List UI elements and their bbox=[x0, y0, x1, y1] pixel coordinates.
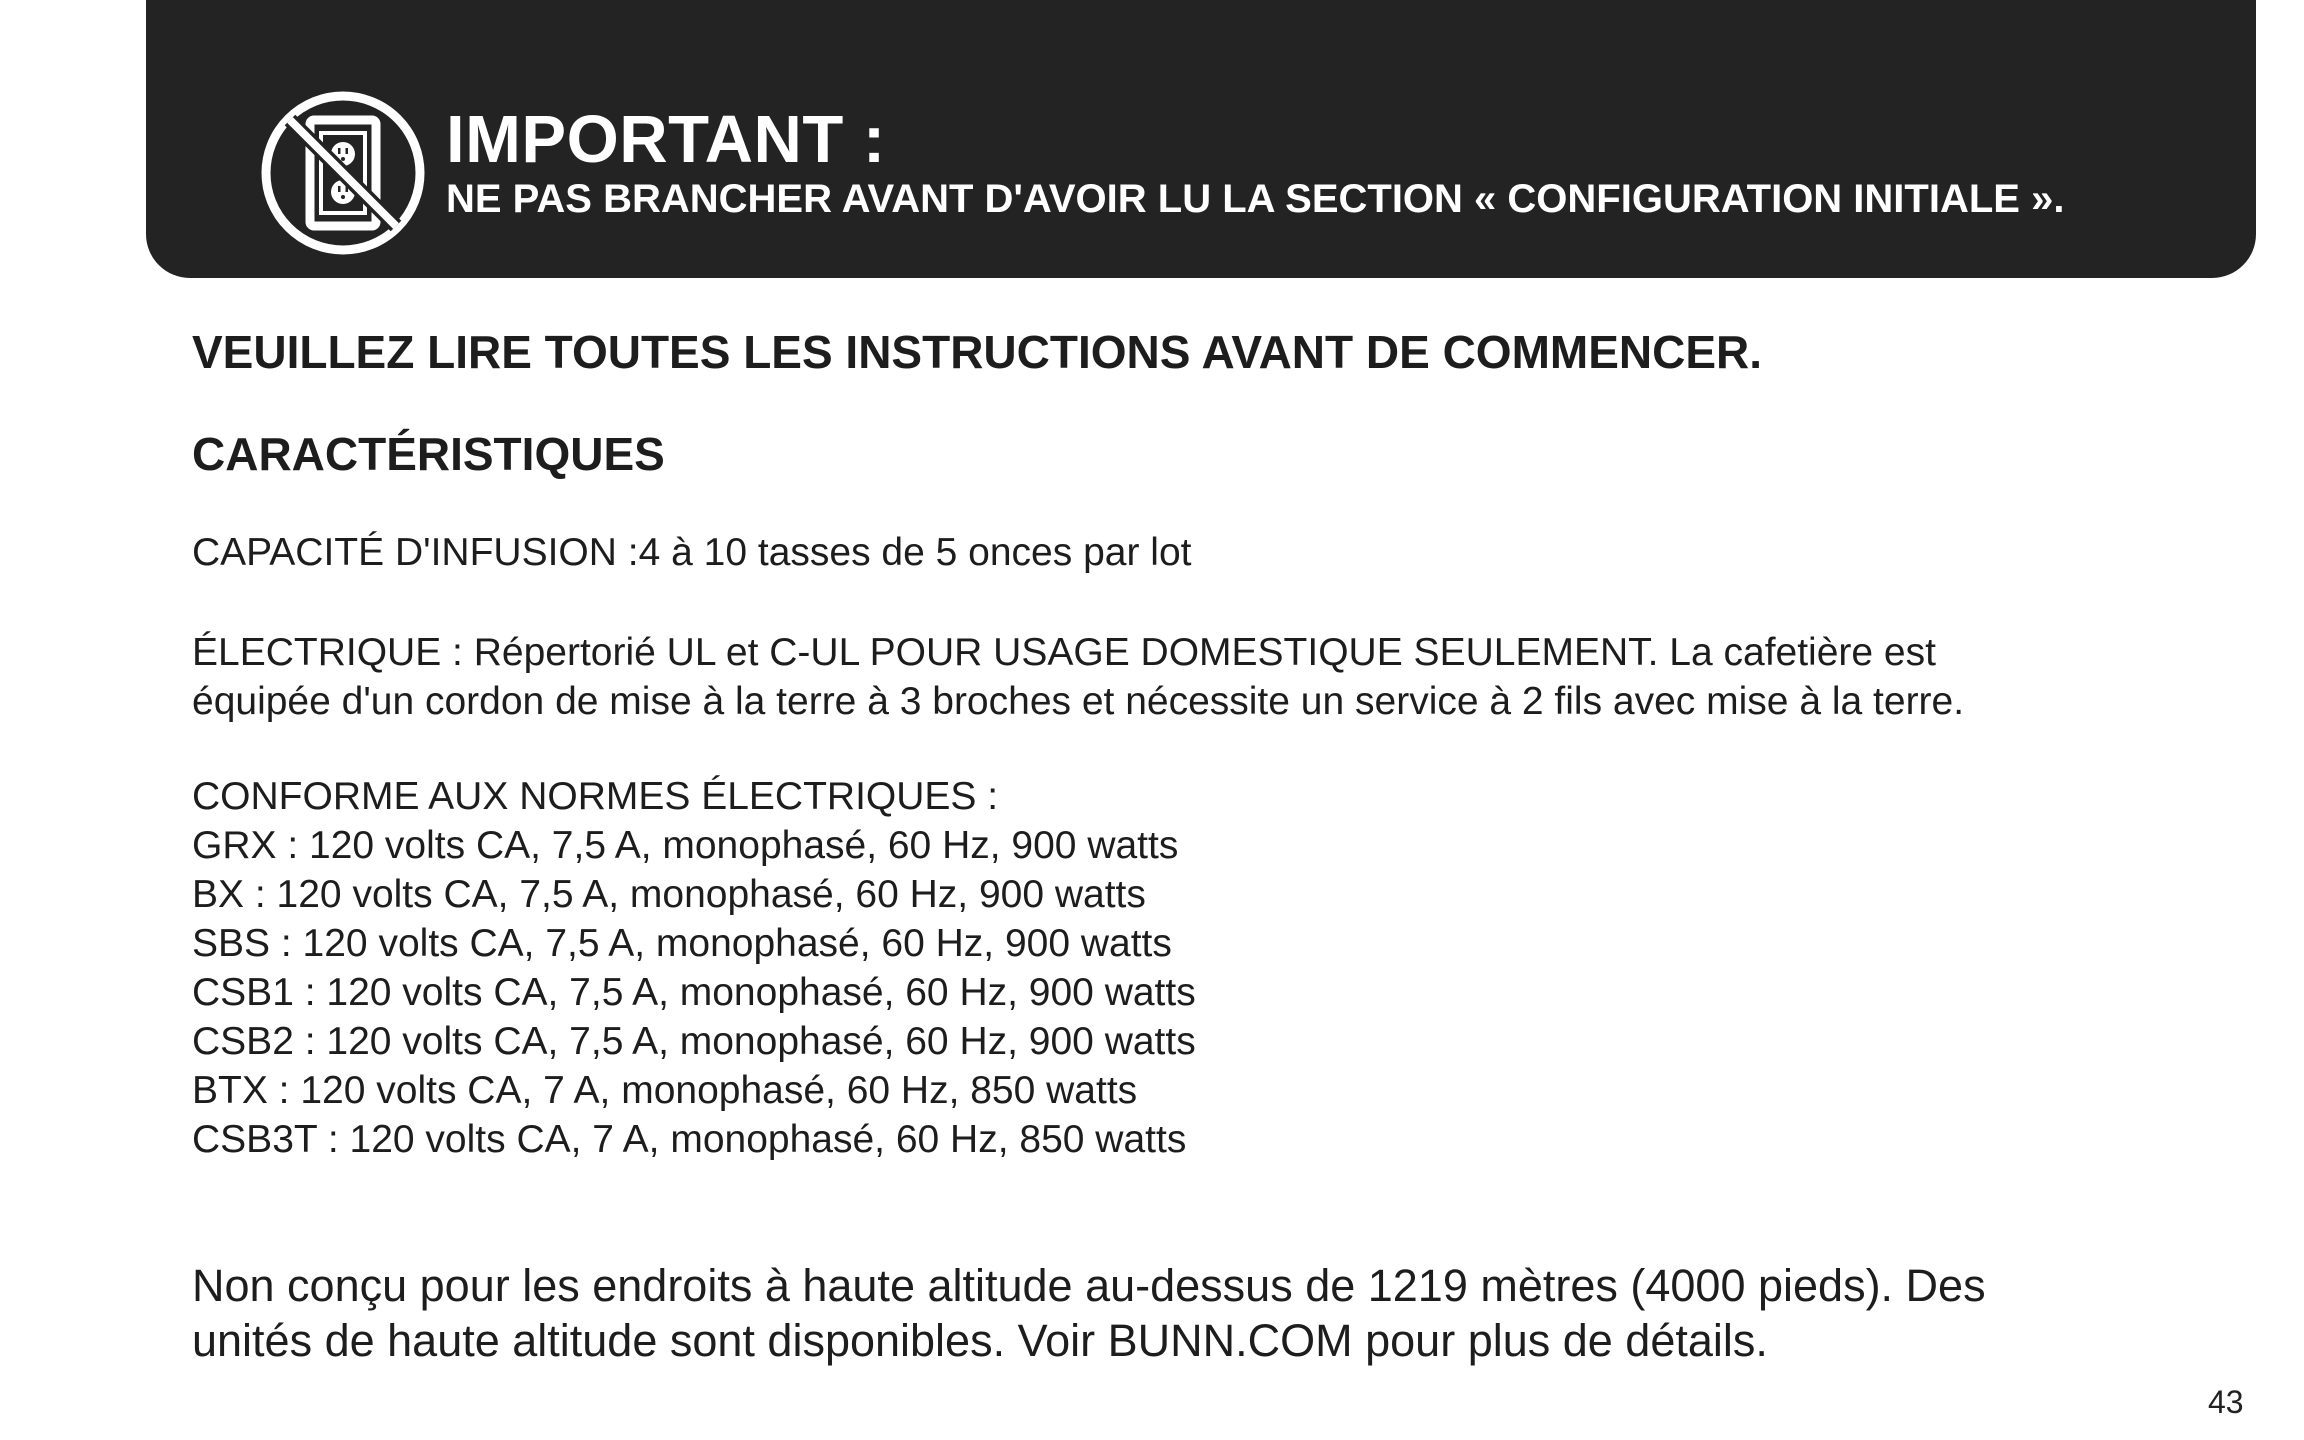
rating-model: BX : bbox=[192, 873, 266, 916]
electrical-text-1: Répertorié UL et C-UL POUR USAGE DOMESTIQUE SEULEMENT. La cafetière est bbox=[473, 631, 1936, 674]
brew-capacity-value: 4 à 10 tasses de 5 onces par lot bbox=[638, 531, 1192, 574]
rating-model: GRX : bbox=[192, 824, 299, 867]
rating-model: BTX : bbox=[192, 1069, 290, 1112]
read-instructions-heading: VEUILLEZ LIRE TOUTES LES INSTRUCTIONS AVANT DE COMMENCER. bbox=[192, 326, 1763, 378]
page-number: 43 bbox=[2208, 1384, 2244, 1420]
rating-model: CSB2 : bbox=[192, 1020, 316, 1063]
ratings-heading: CONFORME AUX NORMES ÉLECTRIQUES : bbox=[192, 775, 999, 818]
rating-row bbox=[192, 919, 1196, 968]
no-plug-outlet-icon bbox=[260, 90, 426, 256]
rating-row bbox=[192, 1066, 1196, 1115]
rating-value: 120 volts CA, 7,5 A, monophasé, 60 Hz, 900 watts bbox=[265, 873, 1146, 916]
banner-subheading: NE PAS BRANCHER AVANT D'AVOIR LU LA SECTION « CONFIGURATION INITIALE ». bbox=[446, 177, 2065, 221]
rating-model: CSB3T : bbox=[192, 1118, 339, 1161]
rating-row bbox=[192, 1115, 1196, 1164]
rating-row bbox=[192, 1017, 1196, 1066]
rating-model: SBS : bbox=[192, 922, 292, 965]
rating-value: 120 volts CA, 7,5 A, monophasé, 60 Hz, 900 watts bbox=[315, 1020, 1196, 1063]
rating-value: 120 volts CA, 7,5 A, monophasé, 60 Hz, 900 watts bbox=[291, 922, 1172, 965]
brew-capacity-label: CAPACITÉ D'INFUSION : bbox=[192, 531, 639, 574]
specifications-heading: CARACTÉRISTIQUES bbox=[192, 428, 665, 480]
electrical-ratings bbox=[192, 772, 1196, 1164]
rating-row bbox=[192, 870, 1196, 919]
brew-capacity bbox=[192, 528, 1191, 577]
electrical-label: ÉLECTRIQUE : bbox=[192, 631, 474, 674]
electrical-paragraph bbox=[192, 628, 1964, 726]
altitude-line-1: Non conçu pour les endroits à haute altitude au-dessus de 1219 mètres (4000 pieds). Des bbox=[192, 1260, 1986, 1311]
rating-value: 120 volts CA, 7,5 A, monophasé, 60 Hz, 900 watts bbox=[315, 971, 1196, 1014]
electrical-line-1 bbox=[192, 628, 1964, 677]
banner-heading: IMPORTANT : bbox=[446, 102, 886, 177]
important-banner bbox=[146, 0, 2256, 278]
altitude-line-2: unités de haute altitude sont disponibles. Voir BUNN.COM pour plus de détails. bbox=[192, 1315, 1768, 1366]
altitude-notice bbox=[192, 1258, 1986, 1368]
rating-row bbox=[192, 821, 1196, 870]
rating-row bbox=[192, 968, 1196, 1017]
electrical-line-2: équipée d'un cordon de mise à la terre à 3 broches et nécessite un service à 2 fils avec mise à la terre. bbox=[192, 680, 1965, 723]
rating-value: 120 volts CA, 7,5 A, monophasé, 60 Hz, 900 watts bbox=[298, 824, 1179, 867]
rating-model: CSB1 : bbox=[192, 971, 316, 1014]
rating-value: 120 volts CA, 7 A, monophasé, 60 Hz, 850 watts bbox=[338, 1118, 1187, 1161]
rating-value: 120 volts CA, 7 A, monophasé, 60 Hz, 850 watts bbox=[289, 1069, 1138, 1112]
